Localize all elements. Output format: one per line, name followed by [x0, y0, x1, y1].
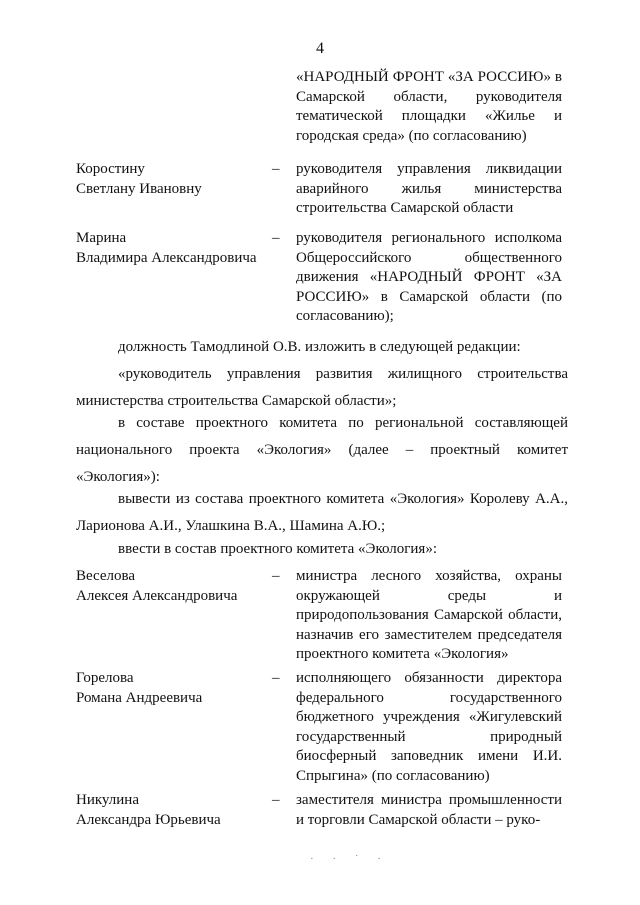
member-position: руководителя регионального исполкома Общероссийского общественного движения «НАРОДНЫЙ ФРОНТ «ЗА РОССИЮ» в Самарской области (по согласованию); — [296, 230, 562, 324]
member-name — [76, 229, 276, 268]
paragraph-remove-members: вывести из состава проектного комитета «Экология» Королеву А.А., Ларионова А.И., Улашкина В.А., Шамина А.Ю.; — [76, 491, 568, 534]
member-given-names: Алексея Александровича — [76, 587, 238, 604]
member-name — [76, 669, 276, 708]
member-surname: Коростину — [76, 161, 145, 177]
member-given-names: Александра Юрьевича — [76, 811, 221, 828]
member-given-names: Светлану Ивановну — [76, 180, 202, 197]
dash-separator: – — [272, 670, 280, 686]
member-surname: Горелова — [76, 670, 134, 686]
member-name — [76, 160, 276, 199]
paragraph-add-members: ввести в состав проектного комитета «Экология»: — [118, 541, 437, 557]
dash-separator: – — [272, 792, 280, 808]
paragraph-tamodlina: должность Тамодлиной О.В. изложить в следующей редакции: — [118, 339, 521, 355]
dash-separator: – — [272, 230, 280, 246]
member-name — [76, 567, 276, 606]
paragraph-ecology-committee: в составе проектного комитета по региональной составляющей национального проекта «Экология» (далее – проектный комитет «Экология»): — [76, 415, 568, 485]
member-surname: Никулина — [76, 792, 139, 808]
page-number: 4 — [316, 40, 324, 57]
member-position: руководителя управления ликвидации аварийного жилья министерства строительства Самарской области — [296, 161, 562, 216]
scan-noise-marks: · · ˙ · — [310, 853, 389, 865]
member-position: заместителя министра промышленности и торговли Самарской области – руко- — [296, 792, 562, 828]
dash-separator: – — [272, 161, 280, 177]
member-position: министра лесного хозяйства, охраны окружающей среды и природопользования Самарской области, назначив его заместителем председателя проектного комитета «Экология» — [296, 568, 562, 662]
member-position: исполняющего обязанности директора федерального государственного бюджетного учреждения «Жигулевский государственный природный биосферный заповедник имени И.И. Спрыгина» (по согласованию) — [296, 670, 562, 784]
continuation-text: «НАРОДНЫЙ ФРОНТ «ЗА РОССИЮ» в Самарской области, руководителя тематической площадки «Жилье и городская среда» (по согласованию) — [296, 69, 562, 144]
member-given-names: Романа Андреевича — [76, 689, 203, 706]
paragraph-new-title: «руководитель управления развития жилищного строительства министерства строительства Самарской области»; — [76, 366, 568, 409]
member-surname: Марина — [76, 230, 127, 246]
member-name — [76, 791, 276, 830]
dash-separator: – — [272, 568, 280, 584]
member-given-names: Владимира Александровича — [76, 249, 257, 266]
member-surname: Веселова — [76, 568, 136, 584]
